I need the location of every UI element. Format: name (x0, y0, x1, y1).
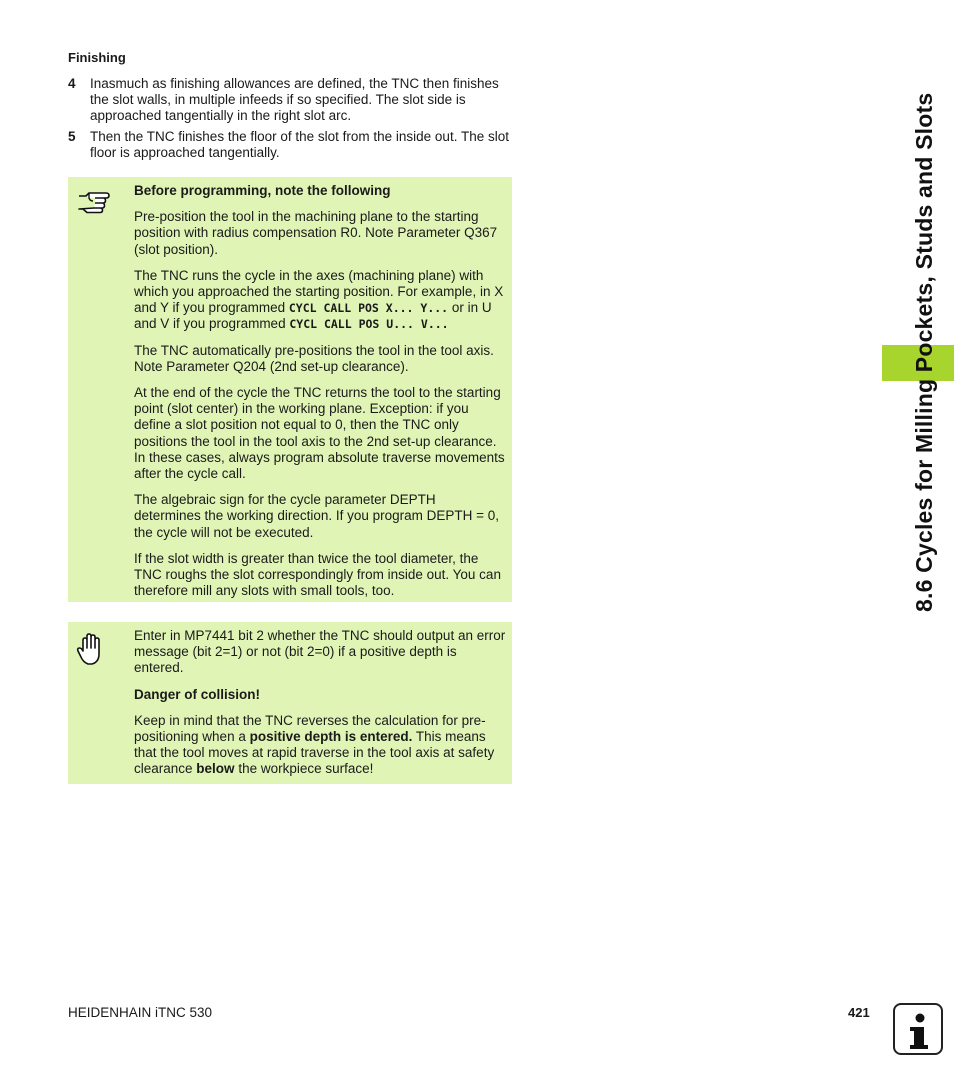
warning-content (134, 628, 506, 788)
page-number: 421 (848, 1005, 870, 1020)
bold-text: below (196, 761, 235, 777)
step-text: Inasmuch as finishing allowances are defined, the TNC then finishes the slot walls, in multiple infeeds if so specified. The slot side is approached tangentially in the right slot arc. (90, 76, 499, 123)
note-paragraph: The algebraic sign for the cycle parameter DEPTH determines the working direction. If you program DEPTH = 0, the cycle will not be executed. (134, 492, 500, 540)
text-run: Keep in mind that the TNC reverses the calculation for pre-positioning when a (134, 712, 486, 745)
step-number: 5 (68, 129, 76, 144)
note-paragraph: The TNC automatically pre-positions the tool in the tool axis. Note Parameter Q204 (2nd set-up clearance). (134, 342, 494, 374)
note-content (134, 183, 506, 609)
chapter-title: 8.6 Cycles for Milling Pockets, Studs and Slots (911, 92, 937, 612)
text-run: The TNC runs the cycle in the axes (machining plane) with which you approached the starting position. For example, in X and Y if you programmed (134, 267, 504, 316)
warning-paragraph-collision (134, 713, 506, 778)
warning-paragraph: Enter in MP7441 bit 2 whether the TNC should output an error message (bit 2=1) or not (bit 2=0) if a positive depth is entered. (134, 628, 506, 676)
pointing-hand-icon (76, 187, 112, 223)
note-paragraph: If the slot width is greater than twice the tool diameter, the TNC roughs the slot correspondingly from inside out. You can therefore mill any slots with small tools, too. (134, 550, 501, 599)
warning-title: Danger of collision! (134, 686, 261, 702)
footer-product: HEIDENHAIN iTNC 530 (68, 1005, 213, 1020)
step-item (68, 129, 513, 161)
note-paragraph: Pre-position the tool in the machining plane to the starting position with radius compensation R0. Note Parameter Q367 (slot position). (134, 209, 498, 257)
step-text: Then the TNC finishes the floor of the slot from the inside out. The slot floor is approached tangentially. (90, 129, 509, 160)
note-paragraph-axes (134, 268, 506, 333)
code-snippet: CYCL CALL POS X... Y... (288, 301, 449, 316)
bold-text: positive depth is entered. (249, 729, 413, 745)
note-box (68, 177, 512, 602)
text-run: This means that the tool moves at rapid traverse in the tool axis at safety clearance (134, 729, 495, 777)
stop-hand-icon (76, 632, 112, 668)
info-icon (893, 1003, 943, 1055)
text-run: or in U and V if you programmed (134, 300, 492, 332)
section-heading: Finishing (68, 50, 126, 65)
note-title: Before programming, note the following (134, 183, 391, 198)
text-run: the workpiece surface! (234, 761, 374, 777)
warning-box (68, 622, 512, 784)
note-paragraph: At the end of the cycle the TNC returns the tool to the starting point (slot center) in the working plane. Exception: if you define a slot position not equal to 0, then the TNC only positions the tool in the tool axis to the 2nd set-up clearance. In these cases, always program absolute traverse movements after the cycle call. (134, 385, 505, 482)
code-snippet: CYCL CALL POS U... V... (289, 317, 449, 332)
step-number: 4 (68, 76, 76, 91)
step-item (68, 76, 513, 124)
